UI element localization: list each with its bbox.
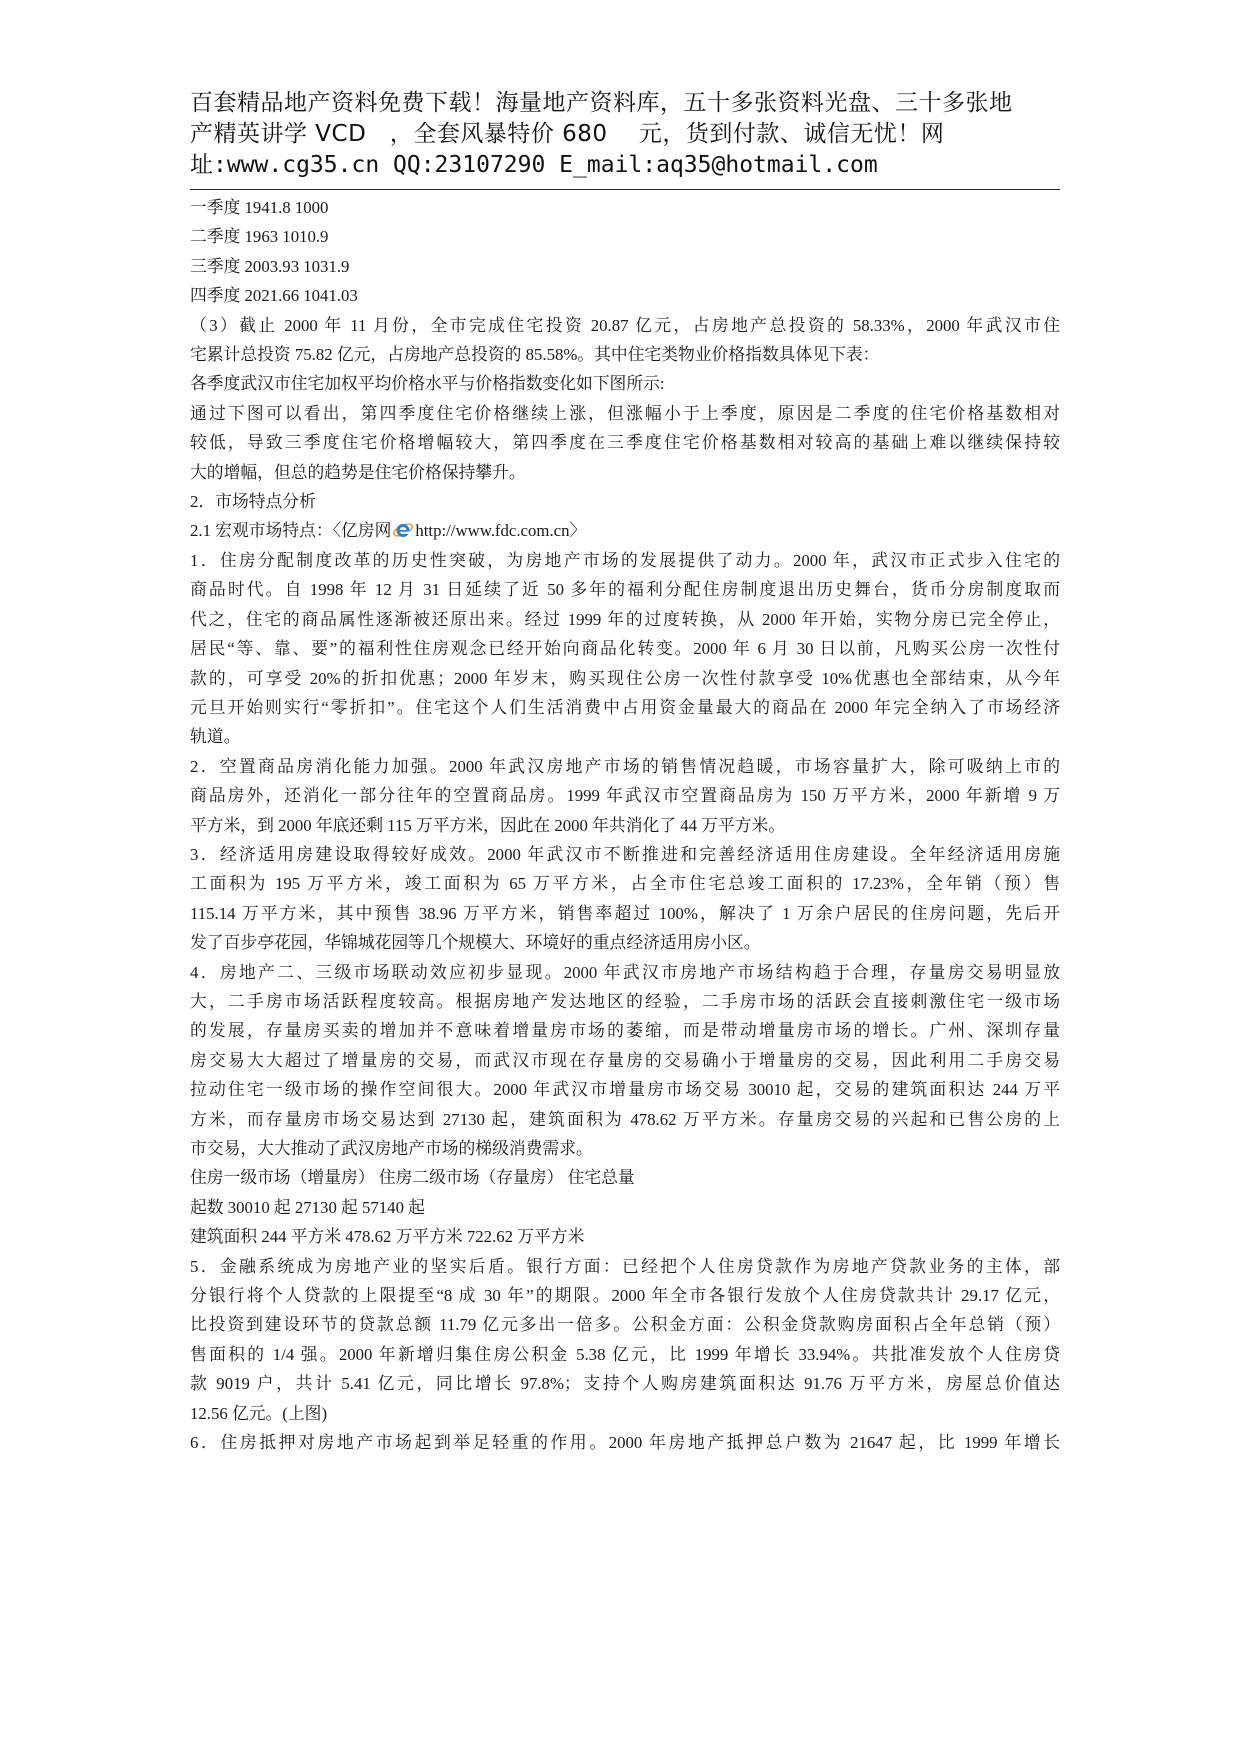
paragraph-line: 工面积为 195 万平方米，竣工面积为 65 万平方米，占全市住宅总竣工面积的 17.23%，全年销（预）售	[190, 874, 1060, 894]
paragraph-line: 4．房地产二、三级市场联动效应初步显现。2000 年武汉市房地产市场结构趋于合理，存量房交易明显放	[190, 962, 1060, 982]
paragraph-line: 款 9019 户，共计 5.41 亿元，同比增长 97.8%；支持个人购房建筑面积达 91.76 万平方米，房屋总价值达	[190, 1374, 1060, 1394]
paragraph-line: 代之，住宅的商品属性逐渐被还原出来。经过 1999 年的过度转换，从 2000 年开始，实物分房已完全停止，	[190, 609, 1060, 629]
paragraph-line: 大的增幅，但总的趋势是住宅价格保持攀升。	[190, 462, 526, 482]
promo-header	[190, 88, 1060, 181]
paragraph-line: 5．金融系统成为房地产业的坚实后盾。银行方面：已经把个人住房贷款作为房地产贷款业务的主体，部	[190, 1256, 1060, 1276]
quarter-row: 三季度 2003.93 1031.9	[190, 256, 350, 276]
paragraph-line: 款的，可享受 20%的折扣优惠；2000 年岁末，购买现住公房一次性付款享受 10%优惠也全部结束，从今年	[190, 668, 1060, 688]
quarter-row: 一季度 1941.8 1000	[190, 198, 329, 217]
section-subtitle-prefix: 2.1 宏观市场特点：〈亿房网	[190, 521, 392, 541]
paragraph-line: 售面积的 1/4 强。2000 年新增归集住房公积金 5.38 亿元，比 1999 年增长 33.94%。共批准发放个人住房贷	[190, 1344, 1060, 1364]
paragraph-line: 大，二手房市场活跃程度较高。根据房地产发达地区的经验，二手房市场的活跃会直接刺激住宅一级市场	[190, 991, 1060, 1011]
paragraph-line: 分银行将个人贷款的上限提至“8 成 30 年”的期限。2000 年全市各银行发放个人住房贷款共计 29.17 亿元，	[190, 1286, 1060, 1306]
quarter-row: 四季度 2021.66 1041.03	[190, 286, 358, 306]
table-row: 建筑面积 244 平方米 478.62 万平方米 722.62 万平方米	[190, 1227, 585, 1247]
internet-explorer-icon	[392, 520, 414, 540]
header-line-1: 百套精品地产资料免费下载！海量地产资料库，五十多张资料光盘、三十多张地	[190, 90, 1013, 116]
paragraph-line: 的发展，存量房买卖的增加并不意味着增量房市场的萎缩，而是带动增量房市场的增长。广州、深圳存量	[190, 1021, 1060, 1041]
paragraph-line: 拉动住宅一级市场的操作空间很大。2000 年武汉市增量房市场交易 30010 起，交易的建筑面积达 244 万平	[190, 1080, 1060, 1100]
quarter-row: 二季度 1963 1010.9	[190, 227, 329, 247]
paragraph-line: 发了百步亭花园，华锦城花园等几个规模大、环境好的重点经济适用房小区。	[190, 933, 761, 953]
paragraph-line: 3．经济适用房建设取得较好成效。2000 年武汉市不断推进和完善经济适用住房建设。全年经济适用房施	[190, 844, 1060, 864]
chart-caption: 各季度武汉市住宅加权平均价格水平与价格指数变化如下图所示:	[190, 374, 665, 394]
paragraph-line: 较低，导致三季度住宅价格增幅较大，第四季度在三季度住宅价格基数相对较高的基础上难以继续保持较	[190, 433, 1060, 453]
header-line-3: 址:www.cg35.cn QQ:23107290 E_mail:aq35@hotmail.com	[190, 152, 878, 178]
paragraph-line: 方米，而存量房市场交易达到 27130 起，建筑面积为 478.62 万平方米。存量房交易的兴起和已售公房的上	[190, 1109, 1060, 1129]
table-row: 起数 30010 起 27130 起 57140 起	[190, 1197, 425, 1217]
paragraph-line: 房交易大大超过了增量房的交易，而武汉市现在存量房的交易确小于增量房的交易，因此利用二手房交易	[190, 1050, 1060, 1070]
paragraph-line: 元旦开始则实行“零折扣”。住宅这个人们生活消费中占用资金量最大的商品在 2000 年完全纳入了市场经济	[190, 697, 1060, 717]
document-body	[190, 193, 1060, 1457]
paragraph-line: 商品房外，还消化一部分往年的空置商品房。1999 年武汉市空置商品房为 150 万平方米，2000 年新增 9 万	[190, 786, 1060, 806]
header-divider	[190, 189, 1060, 190]
paragraph-line: 115.14 万平方米，其中预售 38.96 万平方米，销售率超过 100%，解决了 1 万余户居民的住房问题，先后开	[190, 903, 1060, 923]
paragraph-line: 宅累计总投资 75.82 亿元，占房地产总投资的 85.58%。其中住宅类物业价格指数具体见下表：	[190, 345, 880, 365]
paragraph-line: 通过下图可以看出，第四季度住宅价格继续上涨，但涨幅小于上季度，原因是二季度的住宅价格基数相对	[190, 403, 1060, 423]
paragraph-line: 市交易，大大推动了武汉房地产市场的梯级消费需求。	[190, 1139, 593, 1158]
paragraph-line: 商品时代。自 1998 年 12 月 31 日延续了近 50 多年的福利分配住房制度退出历史舞台，货币分房制度取而	[190, 580, 1060, 600]
fdc-link[interactable]: http://www.fdc.com.cn〉	[415, 521, 587, 541]
section-subtitle	[190, 516, 1060, 545]
paragraph-line: 6．住房抵押对房地产市场起到举足轻重的作用。2000 年房地产抵押总户数为 21647 起，比 1999 年增长	[190, 1433, 1060, 1453]
paragraph-line: 轨道。	[190, 727, 241, 747]
paragraph-line: 2．空置商品房消化能力加强。2000 年武汉房地产市场的销售情况趋暖，市场容量扩大，除可吸纳上市的	[190, 756, 1060, 776]
paragraph-line: 居民“等、靠、要”的福利性住房观念已经开始向商品化转变。2000 年 6 月 30 日以前，凡购买公房一次性付	[190, 639, 1060, 659]
paragraph-line: 比投资到建设环节的贷款总额 11.79 亿元多出一倍多。公积金方面：公积金贷款购房面积占全年总销（预）	[190, 1315, 1060, 1335]
section-title: 2．市场特点分析	[190, 492, 316, 512]
paragraph-line: 平方米，到 2000 年底还剩 115 万平方米，因此在 2000 年共消化了 44 万平方米。	[190, 815, 786, 835]
paragraph-line: 1．住房分配制度改革的历史性突破，为房地产市场的发展提供了动力。2000 年，武汉市正式步入住宅的	[190, 550, 1060, 570]
paragraph-line: 12.56 亿元。(上图)	[190, 1403, 328, 1423]
header-line-2: 产精英讲学 VCD ，全套风暴特价 680 元，货到付款、诚信无忧！网	[190, 121, 945, 147]
paragraph-line: （3）截止 2000 年 11 月份，全市完成住宅投资 20.87 亿元，占房地产总投资的 58.33%，2000 年武汉市住	[190, 315, 1060, 335]
table-row: 住房一级市场（增量房） 住房二级市场（存量房） 住宅总量	[190, 1168, 635, 1188]
